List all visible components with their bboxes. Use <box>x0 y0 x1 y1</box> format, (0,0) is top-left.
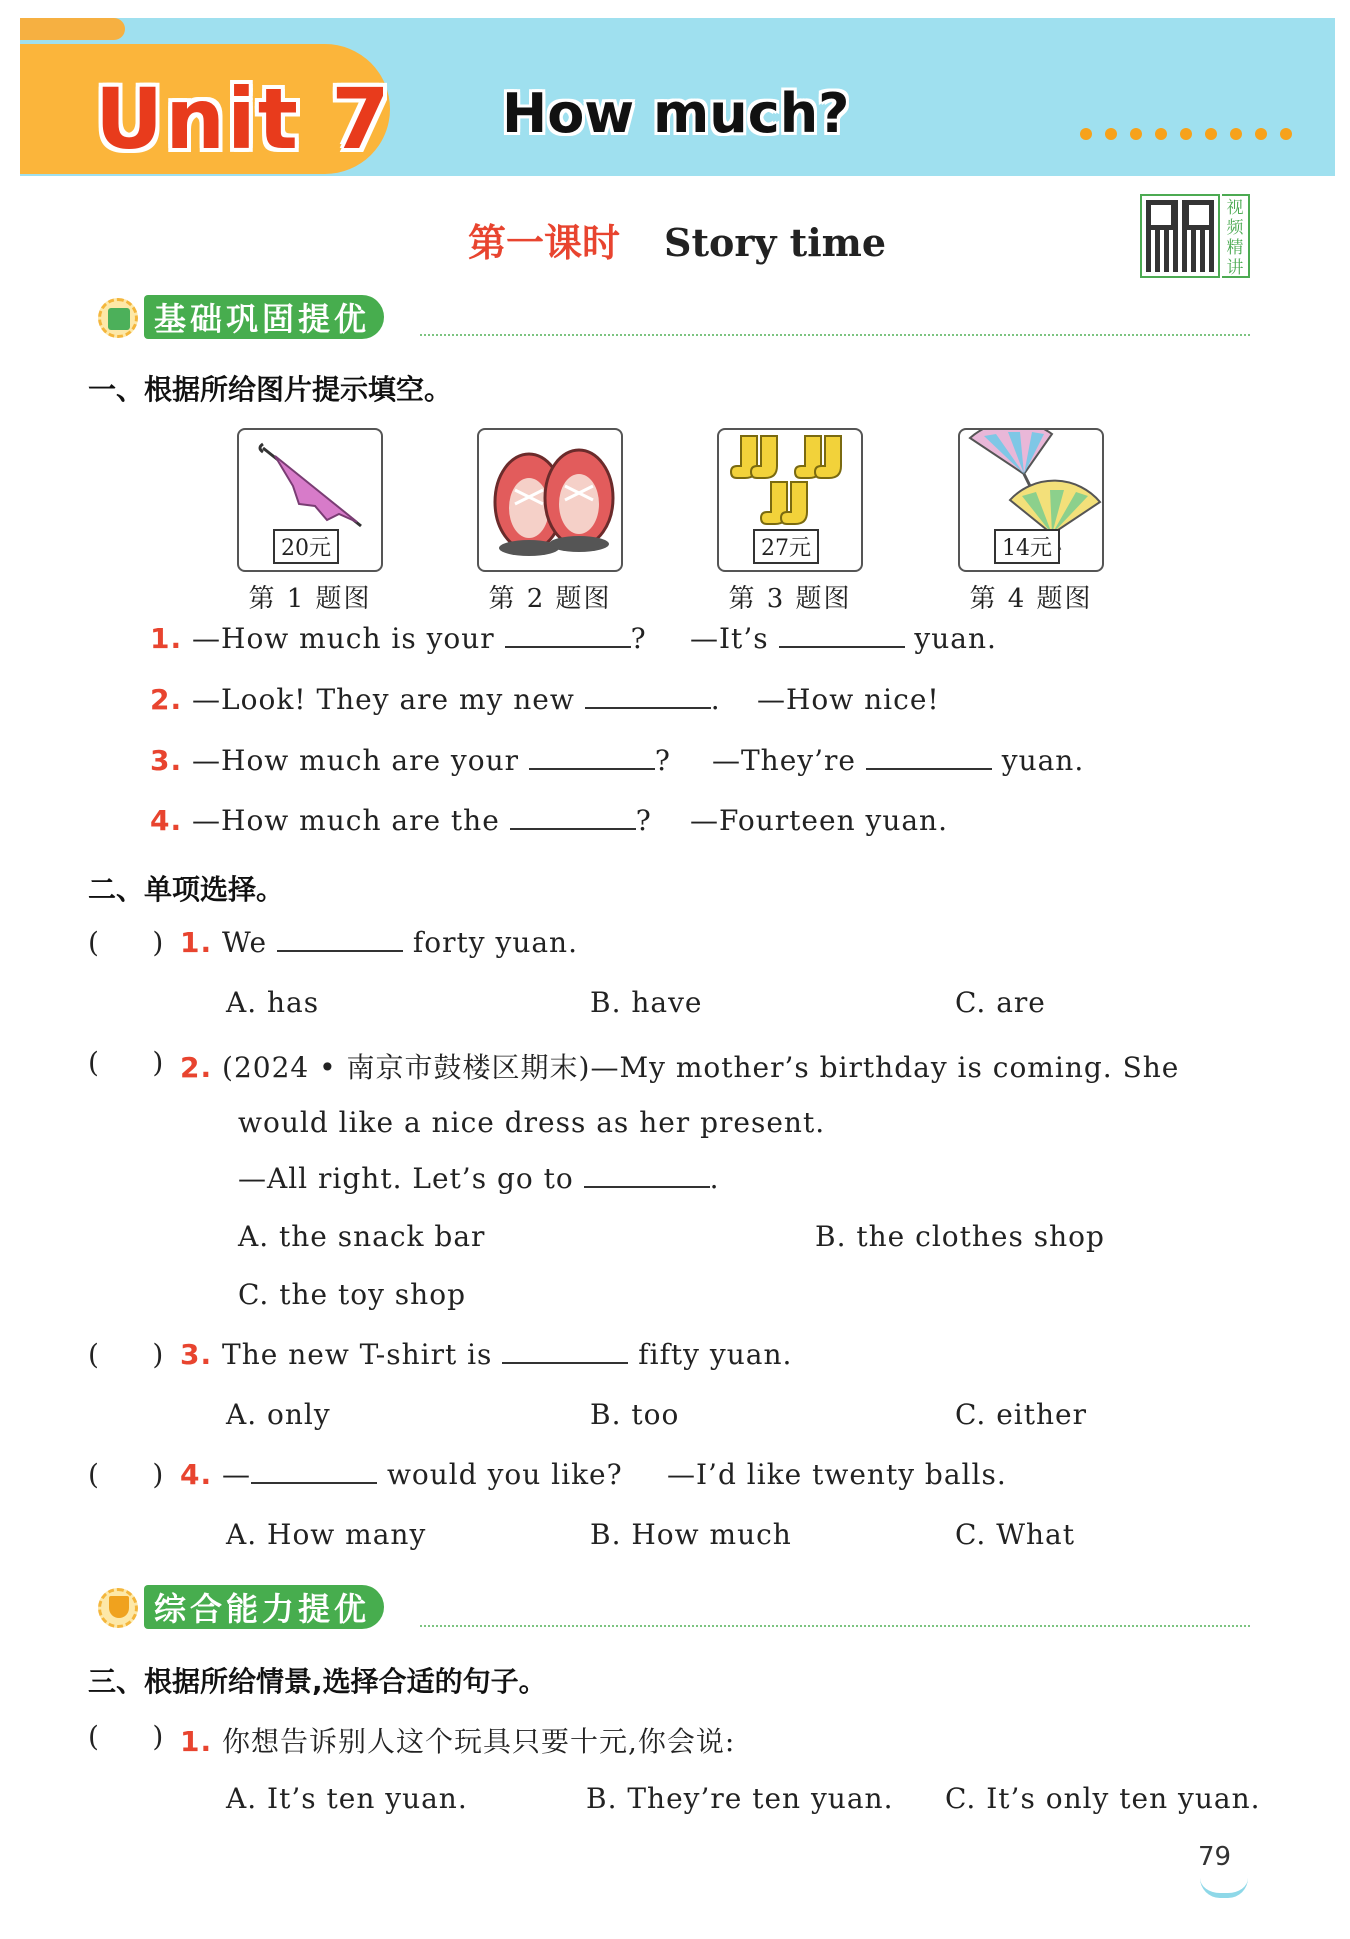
part3-heading: 三、根据所给情景,选择合适的句子。 <box>88 1665 547 1698</box>
unit-label: Unit 7 <box>95 70 392 168</box>
option-b[interactable]: B. the clothes shop <box>815 1220 1105 1253</box>
section-banner-label: 综合能力提优 <box>144 1585 384 1629</box>
answer-blank[interactable] <box>277 926 403 952</box>
section-banner-basic <box>92 292 384 342</box>
answer-blank[interactable] <box>584 1162 710 1188</box>
choice-q2-stem-line2: would like a nice dress as her present. <box>238 1106 826 1139</box>
choice-q1-stem: 1. We forty yuan. <box>180 926 578 959</box>
answer-blank[interactable] <box>529 744 655 770</box>
fill-item-4: 4. —How much are the ? <box>150 804 652 837</box>
answer-paren[interactable]: ( ) <box>88 926 164 959</box>
option-b[interactable]: B. How much <box>590 1518 792 1551</box>
fill-item-3: 3. —How much are your ? <box>150 744 671 777</box>
picture-caption: 第 4 题图 <box>969 584 1093 614</box>
picture-2 <box>477 428 623 572</box>
picture-caption: 第 3 题图 <box>728 584 852 614</box>
decorative-dots <box>1080 128 1292 140</box>
choice-q2-stem-line3: —All right. Let’s go to . <box>238 1162 720 1195</box>
section-divider <box>420 1625 1250 1627</box>
answer-blank[interactable] <box>251 1458 377 1484</box>
page-number-arc <box>1200 1878 1248 1898</box>
price-tag: 14元 <box>994 529 1060 564</box>
section-banner-advanced <box>92 1582 384 1632</box>
page-number: 79 <box>1198 1842 1232 1872</box>
answer-blank[interactable] <box>779 622 905 648</box>
lesson-title-en: Story time <box>664 220 887 265</box>
picture-caption: 第 1 题图 <box>248 584 372 614</box>
fill-item-2: 2. —Look! They are my new . <box>150 683 721 716</box>
option-c[interactable]: C. It’s only ten yuan. <box>945 1782 1261 1815</box>
fill-item-4-reply: —Fourteen yuan. <box>690 804 948 837</box>
qr-code-icon[interactable] <box>1140 194 1220 278</box>
shoes-icon <box>479 430 623 572</box>
trophy-icon <box>92 1582 144 1632</box>
section-divider <box>420 334 1250 336</box>
answer-paren[interactable]: ( ) <box>88 1720 164 1753</box>
answer-paren[interactable]: ( ) <box>88 1046 164 1079</box>
choice-q4-reply: —I’d like twenty balls. <box>667 1458 1007 1491</box>
part2-heading: 二、单项选择。 <box>88 873 285 906</box>
answer-paren[interactable]: ( ) <box>88 1338 164 1371</box>
price-tag: 20元 <box>273 529 339 564</box>
qr-video-label: 视频精讲 <box>1222 194 1250 278</box>
option-c[interactable]: C. the toy shop <box>238 1278 466 1311</box>
option-b[interactable]: B. They’re ten yuan. <box>586 1782 894 1815</box>
choice-q4-stem: 4. — would you like? <box>180 1458 623 1491</box>
fill-item-1-reply: —It’s yuan. <box>690 622 997 655</box>
lesson-title <box>468 212 886 267</box>
price-tag: 27元 <box>753 529 819 564</box>
header-stripe <box>20 18 125 40</box>
option-c[interactable]: C. either <box>955 1398 1087 1431</box>
section-banner-label: 基础巩固提优 <box>144 295 384 339</box>
unit-title: How much? <box>502 82 850 145</box>
picture-3 <box>717 428 863 572</box>
answer-blank[interactable] <box>510 804 636 830</box>
option-c[interactable]: C. What <box>955 1518 1075 1551</box>
option-a[interactable]: A. has <box>226 986 320 1019</box>
choice-q3-stem: 3. The new T-shirt is fifty yuan. <box>180 1338 793 1371</box>
choice-q2-stem: 2. (2024 • 南京市鼓楼区期末)—My mother’s birthday is coming. She <box>180 1051 1180 1084</box>
option-a[interactable]: A. only <box>226 1398 331 1431</box>
lesson-title-cn: 第一课时 <box>468 220 621 265</box>
option-b[interactable]: B. have <box>590 986 703 1019</box>
answer-blank[interactable] <box>866 744 992 770</box>
answer-paren[interactable]: ( ) <box>88 1458 164 1491</box>
fill-item-1: 1. —How much is your ? <box>150 622 647 655</box>
part1-heading: 一、根据所给图片提示填空。 <box>88 373 453 406</box>
answer-blank[interactable] <box>585 683 711 709</box>
scenario-q1-stem: 1. 你想告诉别人这个玩具只要十元,你会说: <box>180 1725 736 1758</box>
fill-item-3-reply: —They’re yuan. <box>712 744 1085 777</box>
option-a[interactable]: A. How many <box>226 1518 427 1551</box>
picture-caption: 第 2 题图 <box>488 584 612 614</box>
option-a[interactable]: A. It’s ten yuan. <box>226 1782 468 1815</box>
answer-blank[interactable] <box>502 1338 628 1364</box>
picture-1 <box>237 428 383 572</box>
picture-4 <box>958 428 1104 572</box>
option-c[interactable]: C. are <box>955 986 1046 1019</box>
option-b[interactable]: B. too <box>590 1398 680 1431</box>
answer-blank[interactable] <box>505 622 631 648</box>
fill-item-2-reply: —How nice! <box>757 683 940 716</box>
sun-box-icon <box>92 292 144 342</box>
option-a[interactable]: A. the snack bar <box>238 1220 486 1253</box>
